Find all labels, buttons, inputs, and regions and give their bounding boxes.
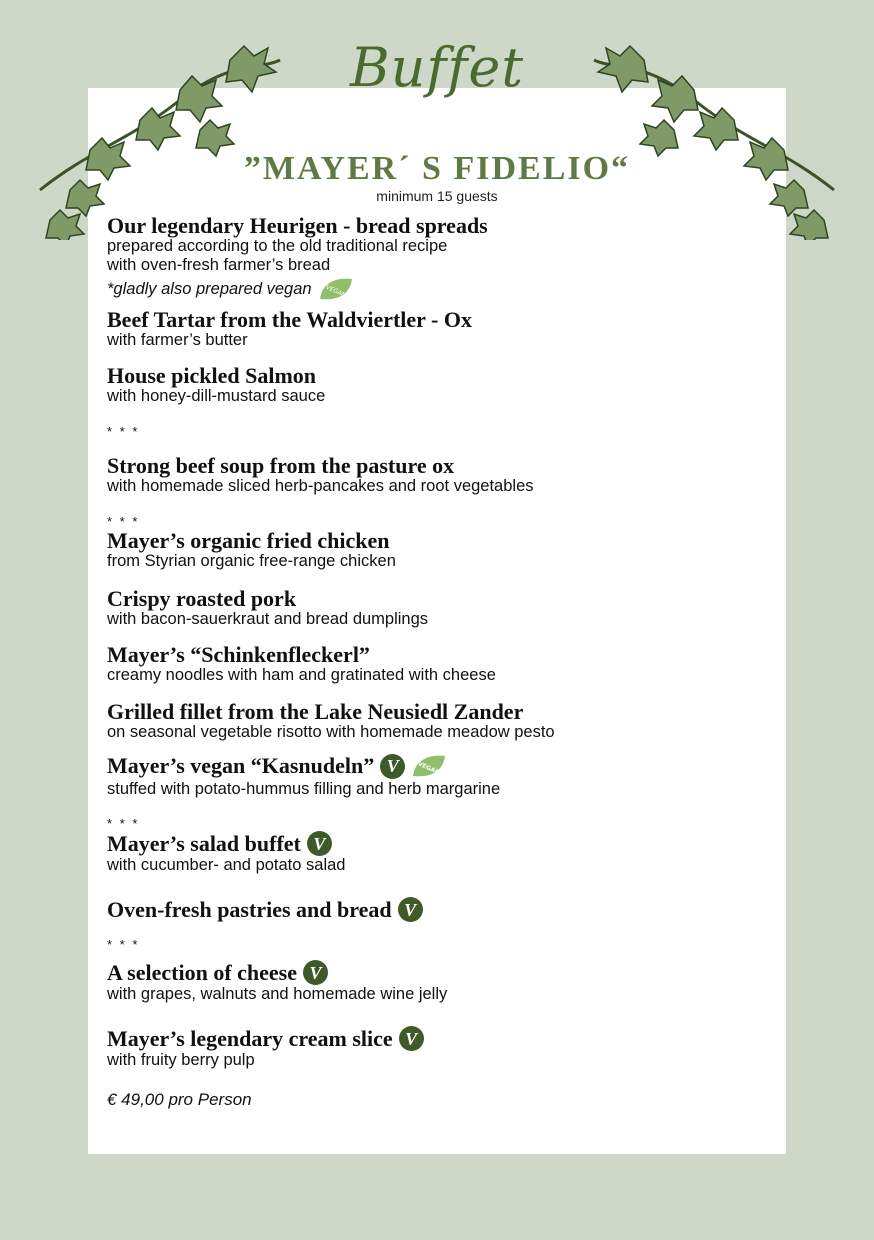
- separator: * * *: [107, 937, 140, 952]
- menu-item-kasnudeln: [107, 752, 500, 799]
- menu-item-bread-spreads: [107, 215, 488, 303]
- menu-name: ”MAYER´ S FIDELIO“: [243, 150, 631, 187]
- item-description: creamy noodles with ham and gratinated with cheese: [107, 666, 496, 684]
- vegan-leaf-icon: [411, 752, 447, 780]
- item-description: on seasonal vegetable risotto with homemade meadow pesto: [107, 723, 555, 741]
- item-description: with homemade sliced herb-pancakes and root vegetables: [107, 477, 534, 495]
- item-description: with grapes, walnuts and homemade wine jelly: [107, 985, 448, 1003]
- item-title: Mayer’s vegan “Kasnudeln”: [107, 753, 375, 778]
- item-description: with oven-fresh farmer’s bread: [107, 256, 331, 274]
- menu-item-zander: [107, 701, 555, 742]
- menu-item-beef-soup: [107, 455, 534, 496]
- vegan-leaf-label: VEGAN: [416, 760, 442, 777]
- item-description: from Styrian organic free-range chicken: [107, 552, 396, 570]
- item-title: Grilled fillet from the Lake Neusiedl Zander: [107, 699, 524, 724]
- menu-item-cheese: [107, 960, 447, 1004]
- vegan-leaf-icon: [318, 275, 354, 303]
- item-title: Mayer’s “Schinkenfleckerl”: [107, 642, 370, 667]
- item-note: [107, 275, 488, 303]
- vegan-leaf-label: VEGAN: [324, 283, 347, 300]
- item-title-row: [107, 752, 500, 780]
- item-description: with fruity berry pulp: [107, 1051, 255, 1069]
- menu-item-roasted-pork: [107, 588, 428, 629]
- menu-item-fried-chicken: [107, 530, 396, 571]
- item-title: Mayer’s salad buffet: [107, 830, 301, 856]
- item-title: Mayer’s organic fried chicken: [107, 528, 390, 553]
- item-description: stuffed with potato-hummus filling and herb margarine: [107, 780, 501, 798]
- item-title: Beef Tartar from the Waldviertler - Ox: [107, 307, 472, 332]
- vegetarian-badge-icon: V: [380, 754, 405, 779]
- item-description: with cucumber- and potato salad: [107, 856, 346, 874]
- separator: * * *: [107, 514, 140, 529]
- item-title: Our legendary Heurigen - bread spreads: [107, 213, 488, 238]
- menu-item-beef-tartar: [107, 309, 472, 350]
- item-title: A selection of cheese: [107, 959, 297, 985]
- item-title: Mayer’s legendary cream slice: [107, 1025, 393, 1051]
- item-title: House pickled Salmon: [107, 363, 317, 388]
- separator: * * *: [107, 424, 140, 439]
- menu-item-cream-slice: [107, 1026, 424, 1070]
- vegetarian-badge-icon: V: [399, 1026, 424, 1051]
- price: € 49,00 pro Person: [107, 1090, 252, 1109]
- item-title: Oven-fresh pastries and bread: [107, 896, 392, 922]
- item-description: with honey-dill-mustard sauce: [107, 387, 326, 405]
- vegan-note: *gladly also prepared vegan: [107, 279, 312, 298]
- menu-item-pastries: [107, 897, 423, 922]
- item-description: prepared according to the old traditional recipe: [107, 237, 448, 255]
- item-description: with bacon-sauerkraut and bread dumplings: [107, 610, 429, 628]
- minimum-guests: minimum 15 guests: [376, 188, 498, 204]
- item-title-row: [107, 897, 423, 922]
- item-description: with farmer’s butter: [107, 331, 248, 349]
- vegetarian-badge-icon: V: [303, 960, 328, 985]
- menu-item-salad-buffet: [107, 831, 345, 875]
- menu-item-salmon: [107, 365, 325, 406]
- item-title-row: [107, 960, 447, 985]
- item-title: Crispy roasted pork: [107, 586, 297, 611]
- page-title: Buffet: [349, 36, 525, 99]
- item-title-row: [107, 1026, 424, 1051]
- item-title-row: [107, 831, 345, 856]
- vegetarian-badge-icon: V: [398, 897, 423, 922]
- vegetarian-badge-icon: V: [307, 831, 332, 856]
- separator: * * *: [107, 816, 140, 831]
- menu-item-schinkenfleckerl: [107, 644, 496, 685]
- item-title: Strong beef soup from the pasture ox: [107, 453, 455, 478]
